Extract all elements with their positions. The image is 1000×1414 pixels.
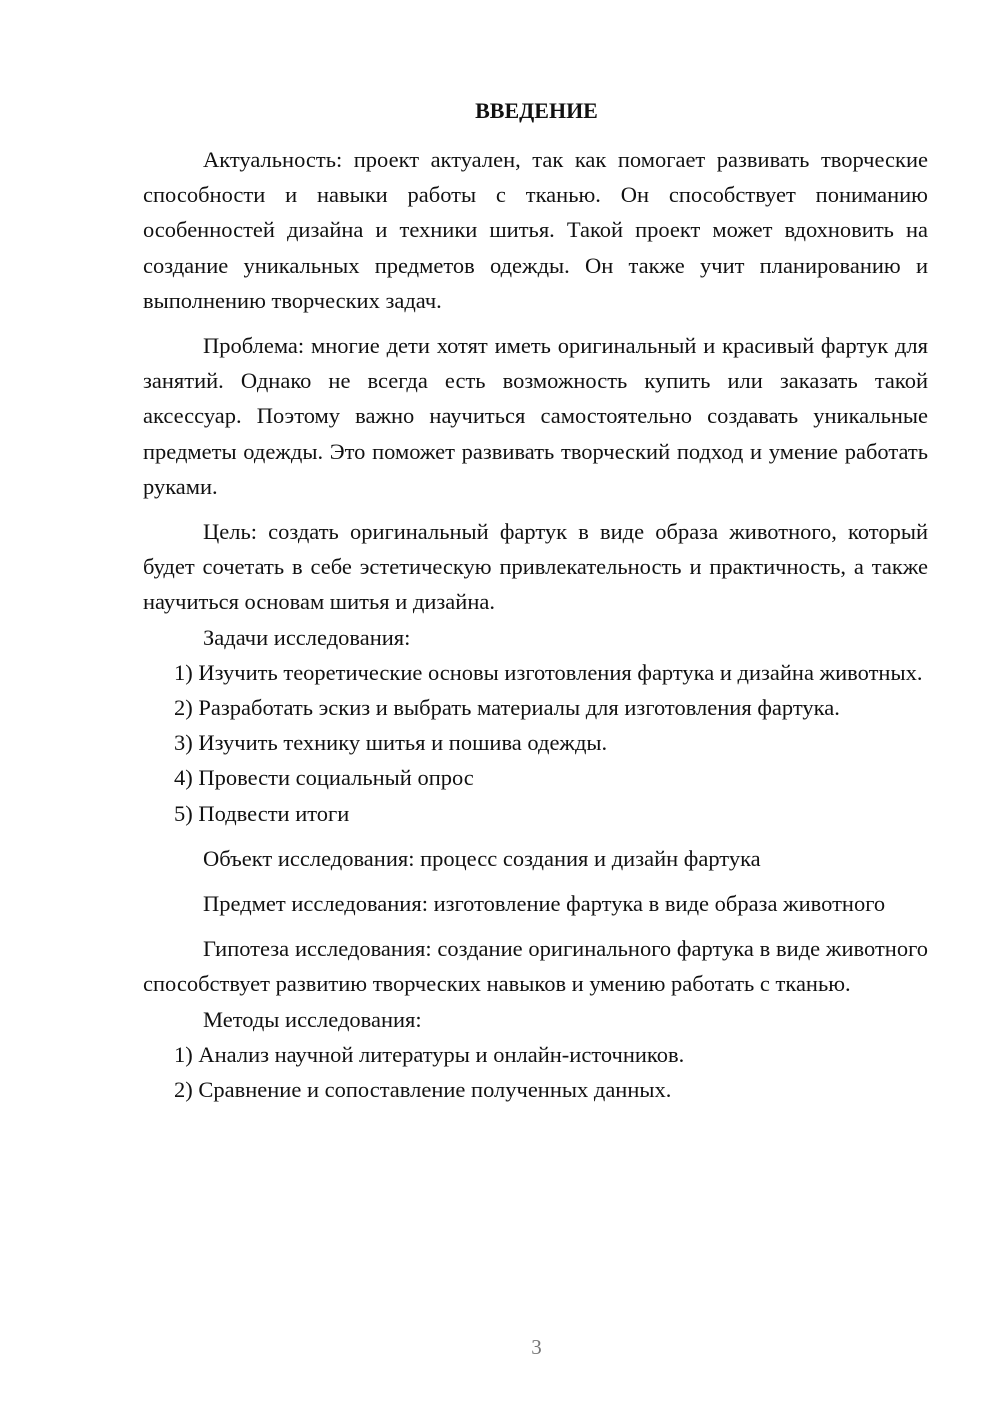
paragraph-subject: Предмет исследования: изготовление фартука в виде образа животного <box>203 891 886 917</box>
task-item-1: 1) Изучить теоретические основы изготовления фартука и дизайна животных. <box>174 659 923 685</box>
paragraph-relevance: Актуальность: проект актуален, так как помогает развивать творческие способности и навыки работы с тканью. Он способствует пониманию особенностей дизайна и техники шитья. Такой проект может вдохновить на создание уникальных предметов одежды. Он также учит планированию и выполнению творческих задач. <box>143 147 928 313</box>
method-item-1: 1) Анализ научной литературы и онлайн-источников. <box>174 1041 685 1067</box>
page-title: ВВЕДЕНИЕ <box>475 98 598 123</box>
document-body <box>143 142 928 1107</box>
task-item-4: 4) Провести социальный опрос <box>174 765 474 791</box>
methods-heading: Методы исследования: <box>203 1006 422 1032</box>
tasks-heading: Задачи исследования: <box>203 624 411 650</box>
task-item-5: 5) Подвести итоги <box>174 800 350 826</box>
paragraph-object: Объект исследования: процесс создания и дизайн фартука <box>203 845 761 871</box>
task-item-3: 3) Изучить технику шитья и пошива одежды. <box>174 730 608 756</box>
method-item-2: 2) Сравнение и сопоставление полученных данных. <box>174 1077 672 1103</box>
paragraph-problem: Проблема: многие дети хотят иметь оригинальный и красивый фартук для занятий. Однако не всегда есть возможность купить или заказать такой аксессуар. Поэтому важно научиться самостоятельно создавать уникальные предметы одежды. Это поможет развивать творческий подход и умение работать руками. <box>143 333 928 499</box>
page-number: 3 <box>531 1335 542 1359</box>
paragraph-hypothesis: Гипотеза исследования: создание оригинального фартука в виде животного способствует развитию творческих навыков и умению работать с тканью. <box>143 936 928 997</box>
task-item-2: 2) Разработать эскиз и выбрать материалы для изготовления фартука. <box>174 695 840 721</box>
paragraph-goal: Цель: создать оригинальный фартук в виде образа животного, который будет сочетать в себе эстетическую привлекательность и практичность, а также научиться основам шитья и дизайна. <box>143 519 928 615</box>
